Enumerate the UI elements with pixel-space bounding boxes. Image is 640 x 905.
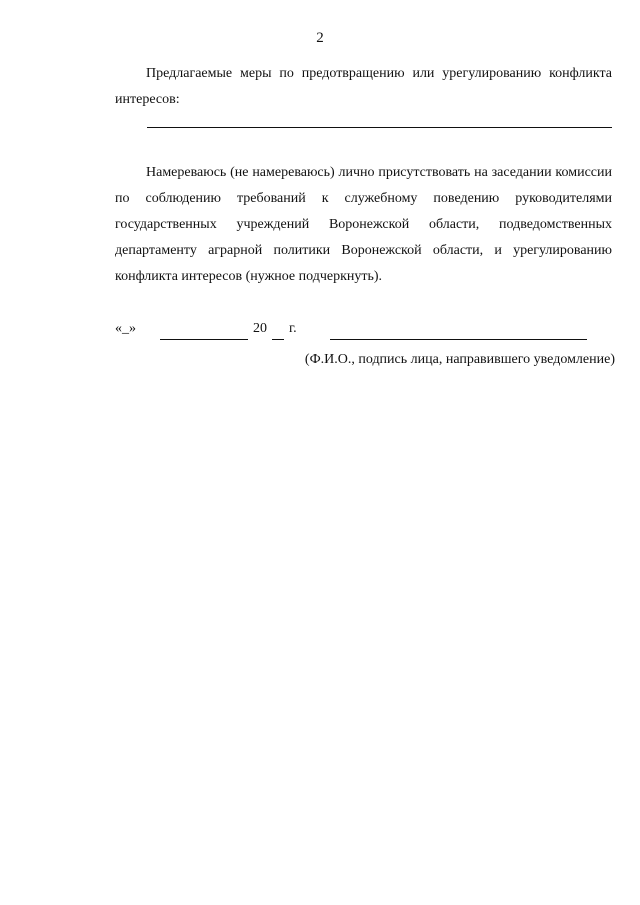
month-fill-line	[160, 339, 248, 340]
signature-caption: (Ф.И.О., подпись лица, направившего уведомление)	[304, 352, 615, 367]
year-prefix: 20	[253, 321, 267, 336]
measures-paragraph	[115, 61, 612, 113]
signature-fill-line	[330, 339, 587, 340]
day-field: «_»	[115, 321, 136, 336]
intent-text: Намереваюсь (не намереваюсь) лично присутствовать на заседании комиссии по соблюдению требований к служебному поведению руководителями государственных учреждений Воронежской области, подведомственных департаменту аграрной политики Воронежской области, и урегулированию конфликта интересов (нужное подчеркнуть).	[115, 165, 612, 284]
intent-paragraph	[115, 160, 612, 290]
page-number: 2	[316, 30, 324, 46]
measures-text: Предлагаемые меры по предотвращению или урегулированию конфликта интересов:	[115, 66, 612, 107]
year-fill-line	[272, 339, 284, 340]
date-signature-row	[115, 321, 615, 343]
year-suffix: г.	[289, 321, 297, 336]
measures-fill-line	[147, 127, 612, 128]
